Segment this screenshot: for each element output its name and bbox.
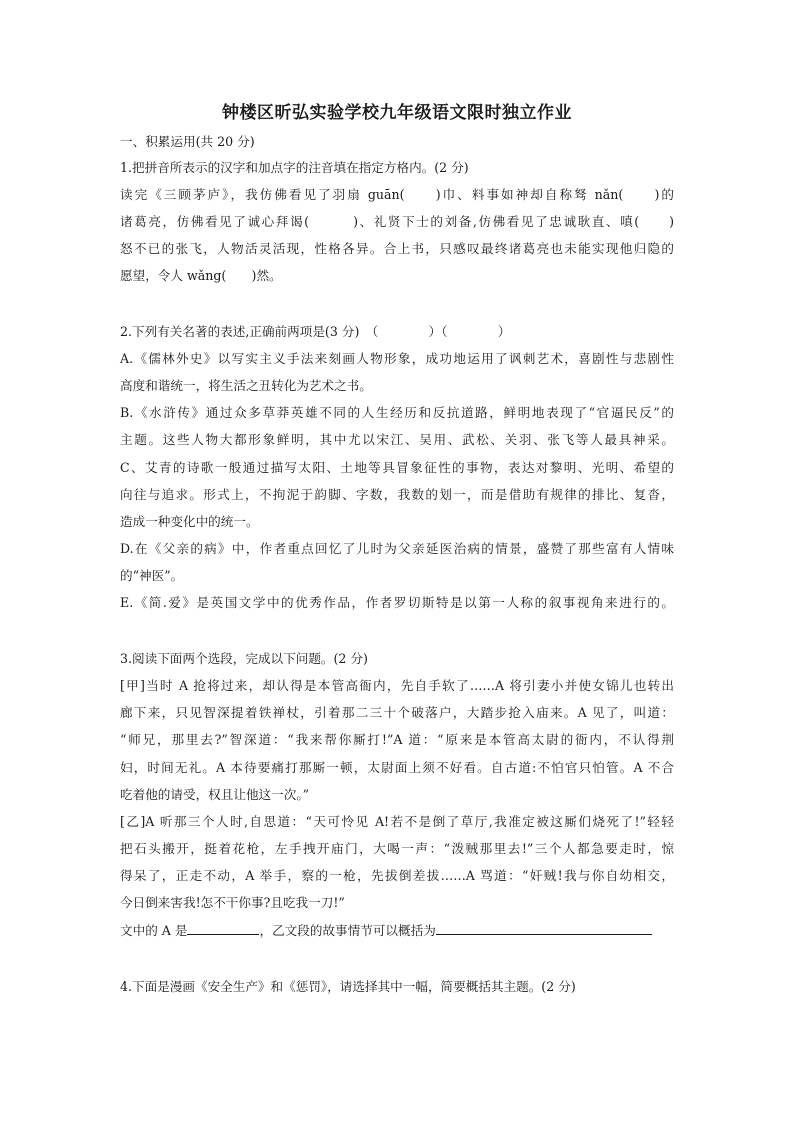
page-title: 钟楼区昕弘实验学校九年级语文限时独立作业 <box>222 103 572 123</box>
section-heading: 一、积累运用(共 20 分) <box>120 134 255 149</box>
question-2-option: 的“神医”。 <box>120 568 184 583</box>
question-1-line: 怒不已的张飞，人物活灵活现，性格各异。合上书，只感叹最终诸葛亮也未能实现他归隐的 <box>120 241 674 256</box>
question-2-option: B.《水浒传》通过众多草莽英雄不同的人生经历和反抗道路，鲜明地表现了“官逼民反”的 <box>120 405 674 420</box>
question-3-passage-line: [乙]A 听那三个人时,自思道：“天可怜见 A!若不是倒了草厅,我准定被这厮们烧死了!”轻轻 <box>120 814 674 829</box>
question-3-prompt: 3.阅读下面两个选段，完成以下问题。(2 分) <box>120 651 368 666</box>
answer-label-a: 文中的 A 是 <box>120 923 188 938</box>
question-1-line: 读完《三顾茅庐》，我仿佛看见了羽扇 guān( )巾、料事如神却自称驽 nǎn( )的 <box>120 187 674 202</box>
question-3-passage-line: 吃着他的请受，权且让他这一次。” <box>120 787 310 802</box>
question-2-option: 高度和谐统一，将生活之丑转化为艺术之书。 <box>120 378 372 393</box>
question-3-passage-line: 把石头搬开，挺着花枪，左手拽开庙门，大喝一声：“泼贼那里去!”三个人都急要走时，惊 <box>120 841 674 856</box>
question-2-option: 主题。这些人物大都形象鲜明，其中尤以宋江、吴用、武松、关羽、张飞等人最具神采。 <box>120 432 674 447</box>
question-3-passage-line: 妇，时间无礼。A 本待要痛打那厮一顿，太尉面上须不好看。自古道:不怕官只怕管。A 不合 <box>120 760 674 775</box>
question-3-passage-line: “师兄，那里去?”智深道：“我来帮你厮打!”A 道：“原来是本管高太尉的衙内，不认得荆 <box>120 732 674 747</box>
question-3-answer-line <box>120 922 652 939</box>
question-2-option: D.在《父亲的病》中，作者重点回忆了儿时为父亲延医治病的情景，盛赞了那些富有人情味 <box>120 541 674 556</box>
question-2-prompt: 2.下列有关名著的表述,正确前两项是(3 分) （ ）（ ） <box>120 324 511 339</box>
question-3-passage-line: 得呆了，正走不动，A 举手，察的一枪，先拔倒差拔……A 骂道：“奸贼!我与你自幼相交， <box>120 868 674 883</box>
question-4-prompt: 4.下面是漫画《安全生产》和《惩罚》，请选择其中一幅，简要概括其主题。(2 分) <box>120 979 576 994</box>
question-2-option: 向往与追求。形式上，不拘泥于韵脚、字数，我数的划一，而是借助有规律的排比、复沓， <box>120 487 674 502</box>
question-3-passage-line: 今日倒来害我!怎不干你事?且吃我一刀!” <box>120 895 345 910</box>
question-2-option: C、艾青的诗歌一般通过描写太阳、土地等具冒象征性的事物，表达对黎明、光明、希望的 <box>120 460 674 475</box>
question-3-passage-line: 廊下来，只见智深提着铁禅杖，引着那二三十个破落户，大踏步抢入庙来。A 见了，叫道： <box>120 705 674 720</box>
question-1-line: 愿望，令人 wǎng( )然。 <box>120 268 282 283</box>
question-1-prompt: 1.把拼音所表示的汉字和加点字的注音填在指定方格内。(2 分) <box>120 160 469 175</box>
question-2-option: A.《儒林外史》以写实主义手法来刻画人物形象，成功地运用了讽刺艺术，喜剧性与悲剧性 <box>120 351 674 366</box>
answer-blank-b[interactable] <box>436 922 652 935</box>
answer-blank-a[interactable] <box>187 922 259 935</box>
question-1-line: 诸葛亮，仿佛看见了诚心拜谒( )、礼贤下士的刘备,仿佛看见了忠诚耿直、嗔( ) <box>120 214 674 229</box>
question-3-passage-line: [甲]当时 A 抢将过来，却认得是本管高衙内，先自手软了……A 将引妻小并使女锦儿也转出 <box>120 678 674 693</box>
question-2-option: 造成一种变化中的统一。 <box>120 514 259 529</box>
answer-label-b: ，乙文段的故事情节可以概括为 <box>259 923 436 938</box>
question-2-option: E.《简.爱》是英国文学中的优秀作品，作者罗切斯特是以第一人称的叙事视角来进行的。 <box>120 595 674 610</box>
